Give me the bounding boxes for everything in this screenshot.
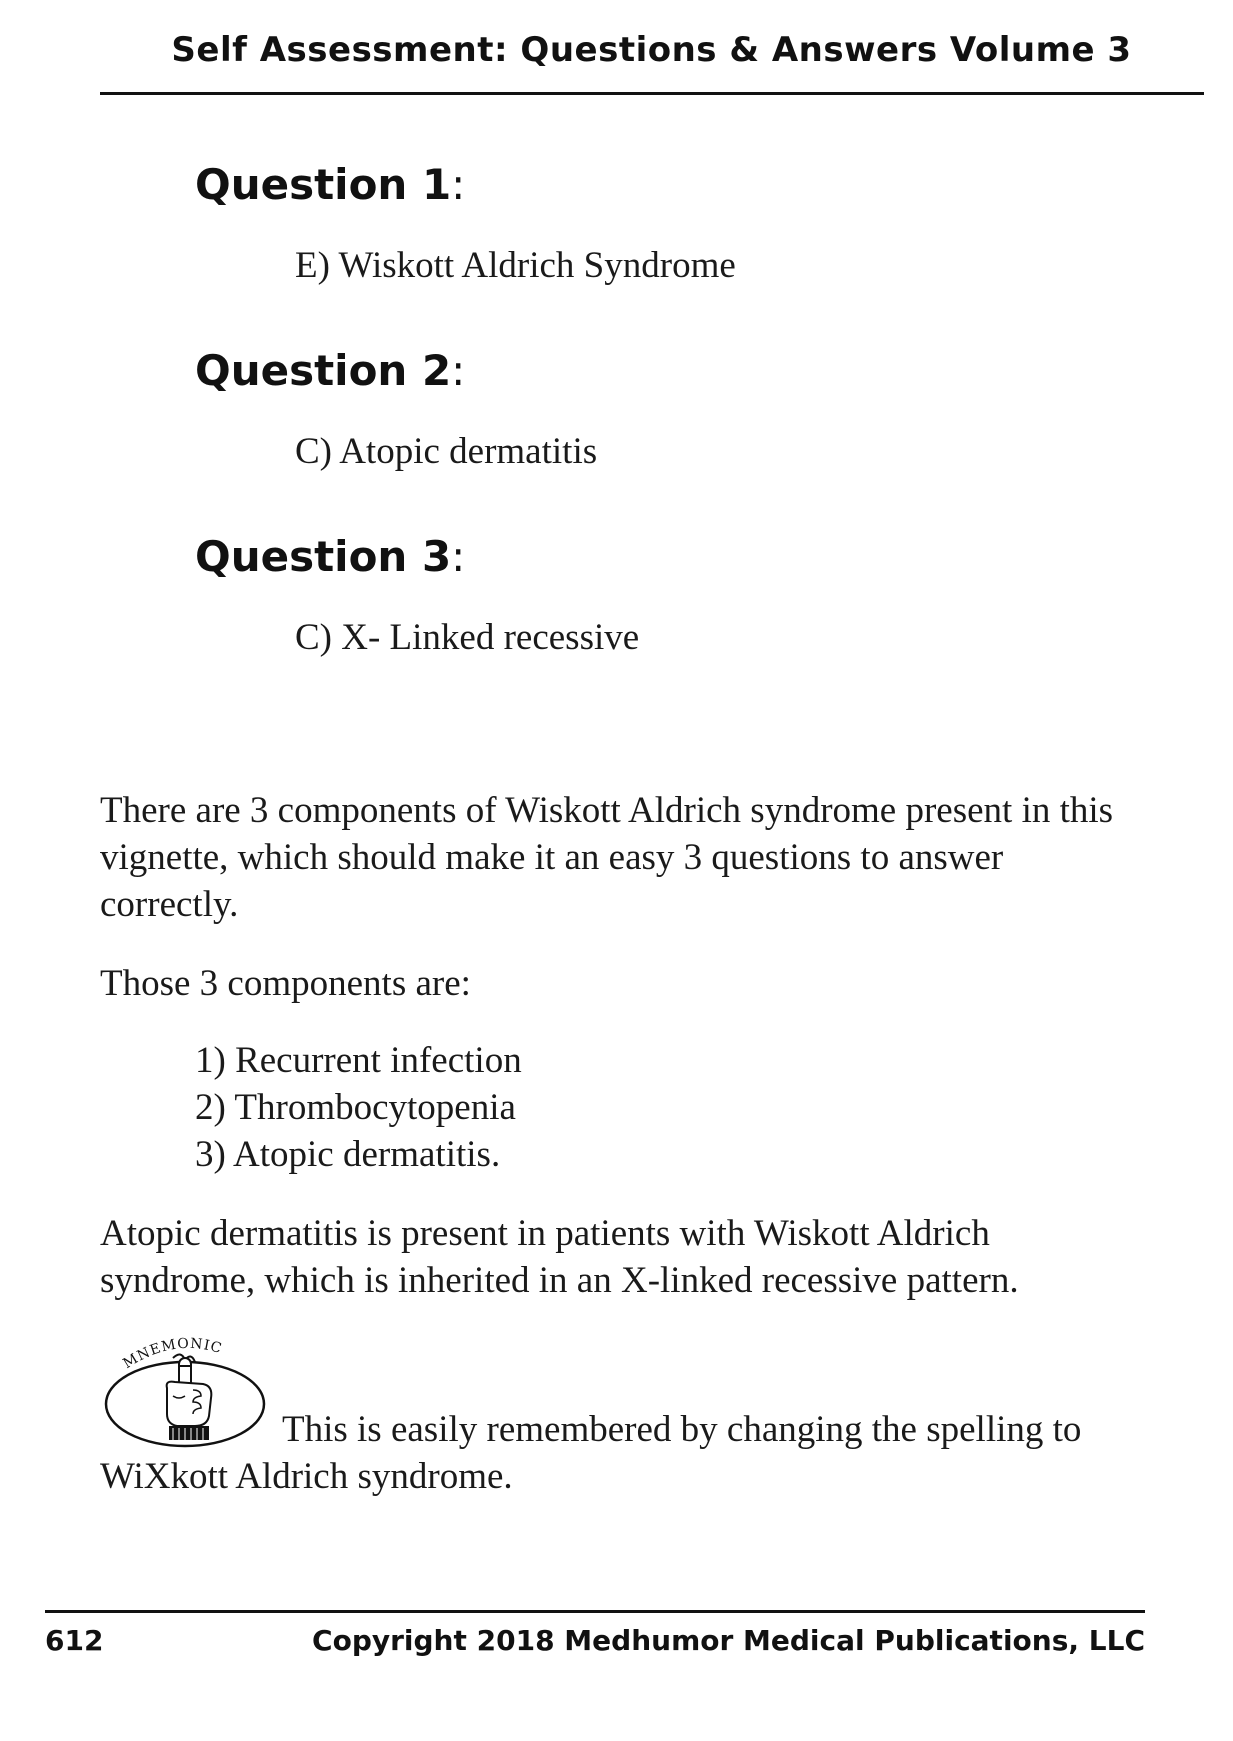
list-item: 1) Recurrent infection	[195, 1040, 522, 1081]
question-3-colon: :	[451, 532, 466, 581]
question-1-colon: :	[451, 160, 466, 209]
question-2-colon: :	[451, 346, 466, 395]
footer-divider	[45, 1610, 1145, 1613]
running-header-title: Self Assessment: Questions & Answers Volume 3	[171, 30, 1132, 70]
question-3-answer: C) X- Linked recessive	[295, 617, 640, 658]
explanation-paragraph-3: Atopic dermatitis is present in patients with Wiskott Aldrich syndrome, which is inherited in an X-linked recessive pattern.	[100, 1213, 1019, 1301]
mnemonic-badge-text: MNEMONIC	[120, 1335, 225, 1373]
explanation-paragraph-1: There are 3 components of Wiskott Aldrich syndrome present in this vignette, which should make it an easy 3 questions to answer correctly.	[100, 790, 1114, 925]
list-item: 3) Atopic dermatitis.	[195, 1134, 501, 1175]
question-1-answer: E) Wiskott Aldrich Syndrome	[295, 245, 736, 286]
list-item: 2) Thrombocytopenia	[195, 1087, 516, 1128]
question-3-heading	[195, 532, 465, 581]
header-divider	[100, 92, 1204, 95]
question-3-label: Question 3	[195, 532, 452, 581]
question-2-answer: C) Atopic dermatitis	[295, 431, 598, 472]
question-2-heading	[195, 346, 465, 395]
explanation-paragraph-2: Those 3 components are:	[100, 963, 471, 1004]
question-2-label: Question 2	[195, 346, 452, 395]
page-number: 612	[45, 1624, 104, 1657]
components-list	[195, 1037, 522, 1178]
copyright-notice: Copyright 2018 Medhumor Medical Publications, LLC	[312, 1624, 1145, 1657]
question-1-label: Question 1	[195, 160, 452, 209]
mnemonic-paragraph	[100, 1406, 1180, 1500]
question-1-heading	[195, 160, 465, 209]
mnemonic-text: This is easily remembered by changing the spelling to WiXkott Aldrich syndrome.	[100, 1409, 1082, 1497]
